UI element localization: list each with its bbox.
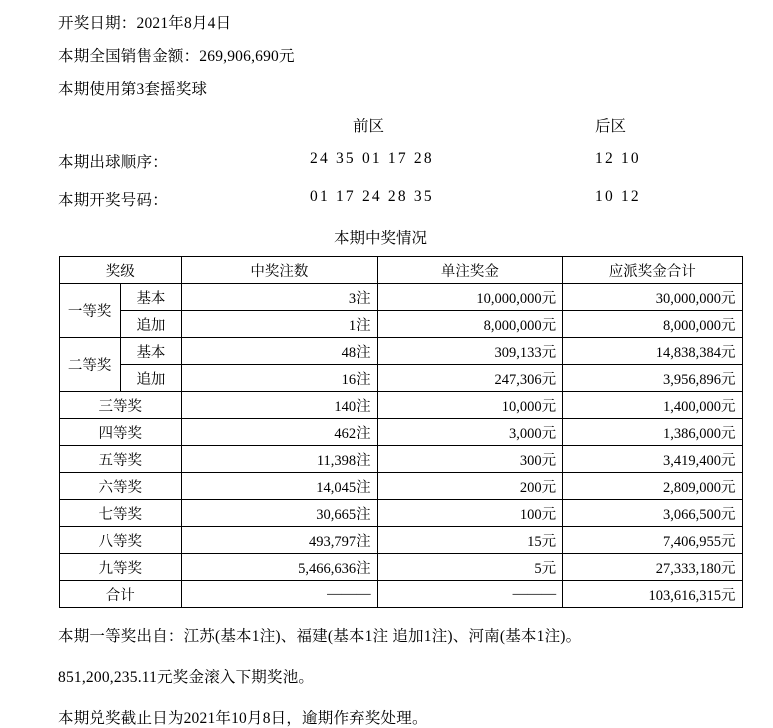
cell-unit-prize: 300元	[377, 446, 562, 473]
cell-level: 七等奖	[59, 500, 182, 527]
draw-date-line: 开奖日期：2021年8月4日	[58, 15, 232, 32]
cell-level: 一等奖	[59, 284, 120, 338]
table-row	[59, 392, 742, 419]
ball-order-row	[58, 144, 743, 182]
cell-unit-prize: 5元	[377, 554, 562, 581]
table-row	[59, 527, 742, 554]
cell-level: 三等奖	[59, 392, 182, 419]
winning-numbers-front: 01 17 24 28 35	[310, 188, 434, 205]
cell-level: 九等奖	[59, 554, 182, 581]
cell-subtype: 基本	[120, 338, 181, 365]
cell-total-prize: 1,400,000元	[563, 392, 742, 419]
table-row	[59, 365, 742, 392]
ball-order-front-numbers: 24 35 01 17 28	[310, 150, 434, 167]
cell-unit-prize: 100元	[377, 500, 562, 527]
table-row	[59, 473, 742, 500]
cell-winning-count: 493,797注	[182, 527, 378, 554]
cell-total-prize: 14,838,384元	[563, 338, 742, 365]
cell-winning-count: 3注	[182, 284, 378, 311]
cell-unit-prize: 247,306元	[377, 365, 562, 392]
cell-total-prize: 30,000,000元	[563, 284, 742, 311]
sales-amount-line: 本期全国销售金额：269,906,690元	[58, 48, 295, 65]
table-row	[59, 500, 742, 527]
cell-winning-count: 5,466,636注	[182, 554, 378, 581]
cell-unit-prize: ———	[377, 581, 562, 608]
cell-level: 二等奖	[59, 338, 120, 392]
zone-header-row	[58, 114, 743, 140]
cell-total-prize: 8,000,000元	[563, 311, 742, 338]
cell-total-prize: 103,616,315元	[563, 581, 742, 608]
back-zone-label: 后区	[595, 118, 627, 135]
cell-total-prize: 2,809,000元	[563, 473, 742, 500]
cell-winning-count: 140注	[182, 392, 378, 419]
cell-subtype: 追加	[120, 311, 181, 338]
cell-level: 五等奖	[59, 446, 182, 473]
cell-winning-count: 30,665注	[182, 500, 378, 527]
table-row	[59, 554, 742, 581]
header-total: 应派奖金合计	[563, 257, 742, 284]
cell-level: 合计	[59, 581, 182, 608]
header-unit-prize: 单注奖金	[377, 257, 562, 284]
cell-unit-prize: 8,000,000元	[377, 311, 562, 338]
winning-numbers-label: 本期开奖号码：	[58, 192, 168, 209]
table-row	[59, 446, 742, 473]
prize-table	[59, 256, 743, 608]
front-zone-label: 前区	[353, 118, 385, 135]
ball-order-label: 本期出球顺序：	[58, 154, 168, 171]
cell-level: 八等奖	[59, 527, 182, 554]
cell-total-prize: 3,956,896元	[563, 365, 742, 392]
table-row	[59, 338, 742, 365]
cell-total-prize: 27,333,180元	[563, 554, 742, 581]
cell-winning-count: 11,398注	[182, 446, 378, 473]
header-level: 奖级	[59, 257, 182, 284]
table-header-row	[59, 257, 742, 284]
table-row	[59, 284, 742, 311]
cell-winning-count: ———	[182, 581, 378, 608]
deadline-note: 本期兑奖截止日为2021年10月8日，逾期作弃奖处理。	[58, 710, 428, 727]
rollover-note: 851,200,235.11元奖金滚入下期奖池。	[58, 669, 315, 686]
cell-winning-count: 14,045注	[182, 473, 378, 500]
cell-subtype: 基本	[120, 284, 181, 311]
cell-total-prize: 3,066,500元	[563, 500, 742, 527]
cell-level: 六等奖	[59, 473, 182, 500]
cell-unit-prize: 10,000元	[377, 392, 562, 419]
cell-winning-count: 16注	[182, 365, 378, 392]
cell-unit-prize: 15元	[377, 527, 562, 554]
cell-total-prize: 1,386,000元	[563, 419, 742, 446]
winning-numbers-back: 10 12	[595, 188, 641, 205]
prize-table-body	[59, 284, 742, 608]
table-row	[59, 311, 742, 338]
cell-total-prize: 3,419,400元	[563, 446, 742, 473]
cell-subtype: 追加	[120, 365, 181, 392]
prize-table-title: 本期中奖情况	[333, 230, 427, 247]
ball-order-back-numbers: 12 10	[595, 150, 641, 167]
first-prize-origin-note: 本期一等奖出自：江苏(基本1注)、福建(基本1注 追加1注)、河南(基本1注)。	[58, 628, 582, 645]
cell-unit-prize: 200元	[377, 473, 562, 500]
table-row	[59, 419, 742, 446]
cell-total-prize: 7,406,955元	[563, 527, 742, 554]
cell-unit-prize: 10,000,000元	[377, 284, 562, 311]
header-count: 中奖注数	[182, 257, 378, 284]
winning-numbers-row	[58, 182, 743, 220]
cell-winning-count: 462注	[182, 419, 378, 446]
cell-unit-prize: 3,000元	[377, 419, 562, 446]
cell-winning-count: 48注	[182, 338, 378, 365]
machine-set-line: 本期使用第3套摇奖球	[58, 81, 208, 98]
cell-level: 四等奖	[59, 419, 182, 446]
cell-winning-count: 1注	[182, 311, 378, 338]
table-row	[59, 581, 742, 608]
cell-unit-prize: 309,133元	[377, 338, 562, 365]
